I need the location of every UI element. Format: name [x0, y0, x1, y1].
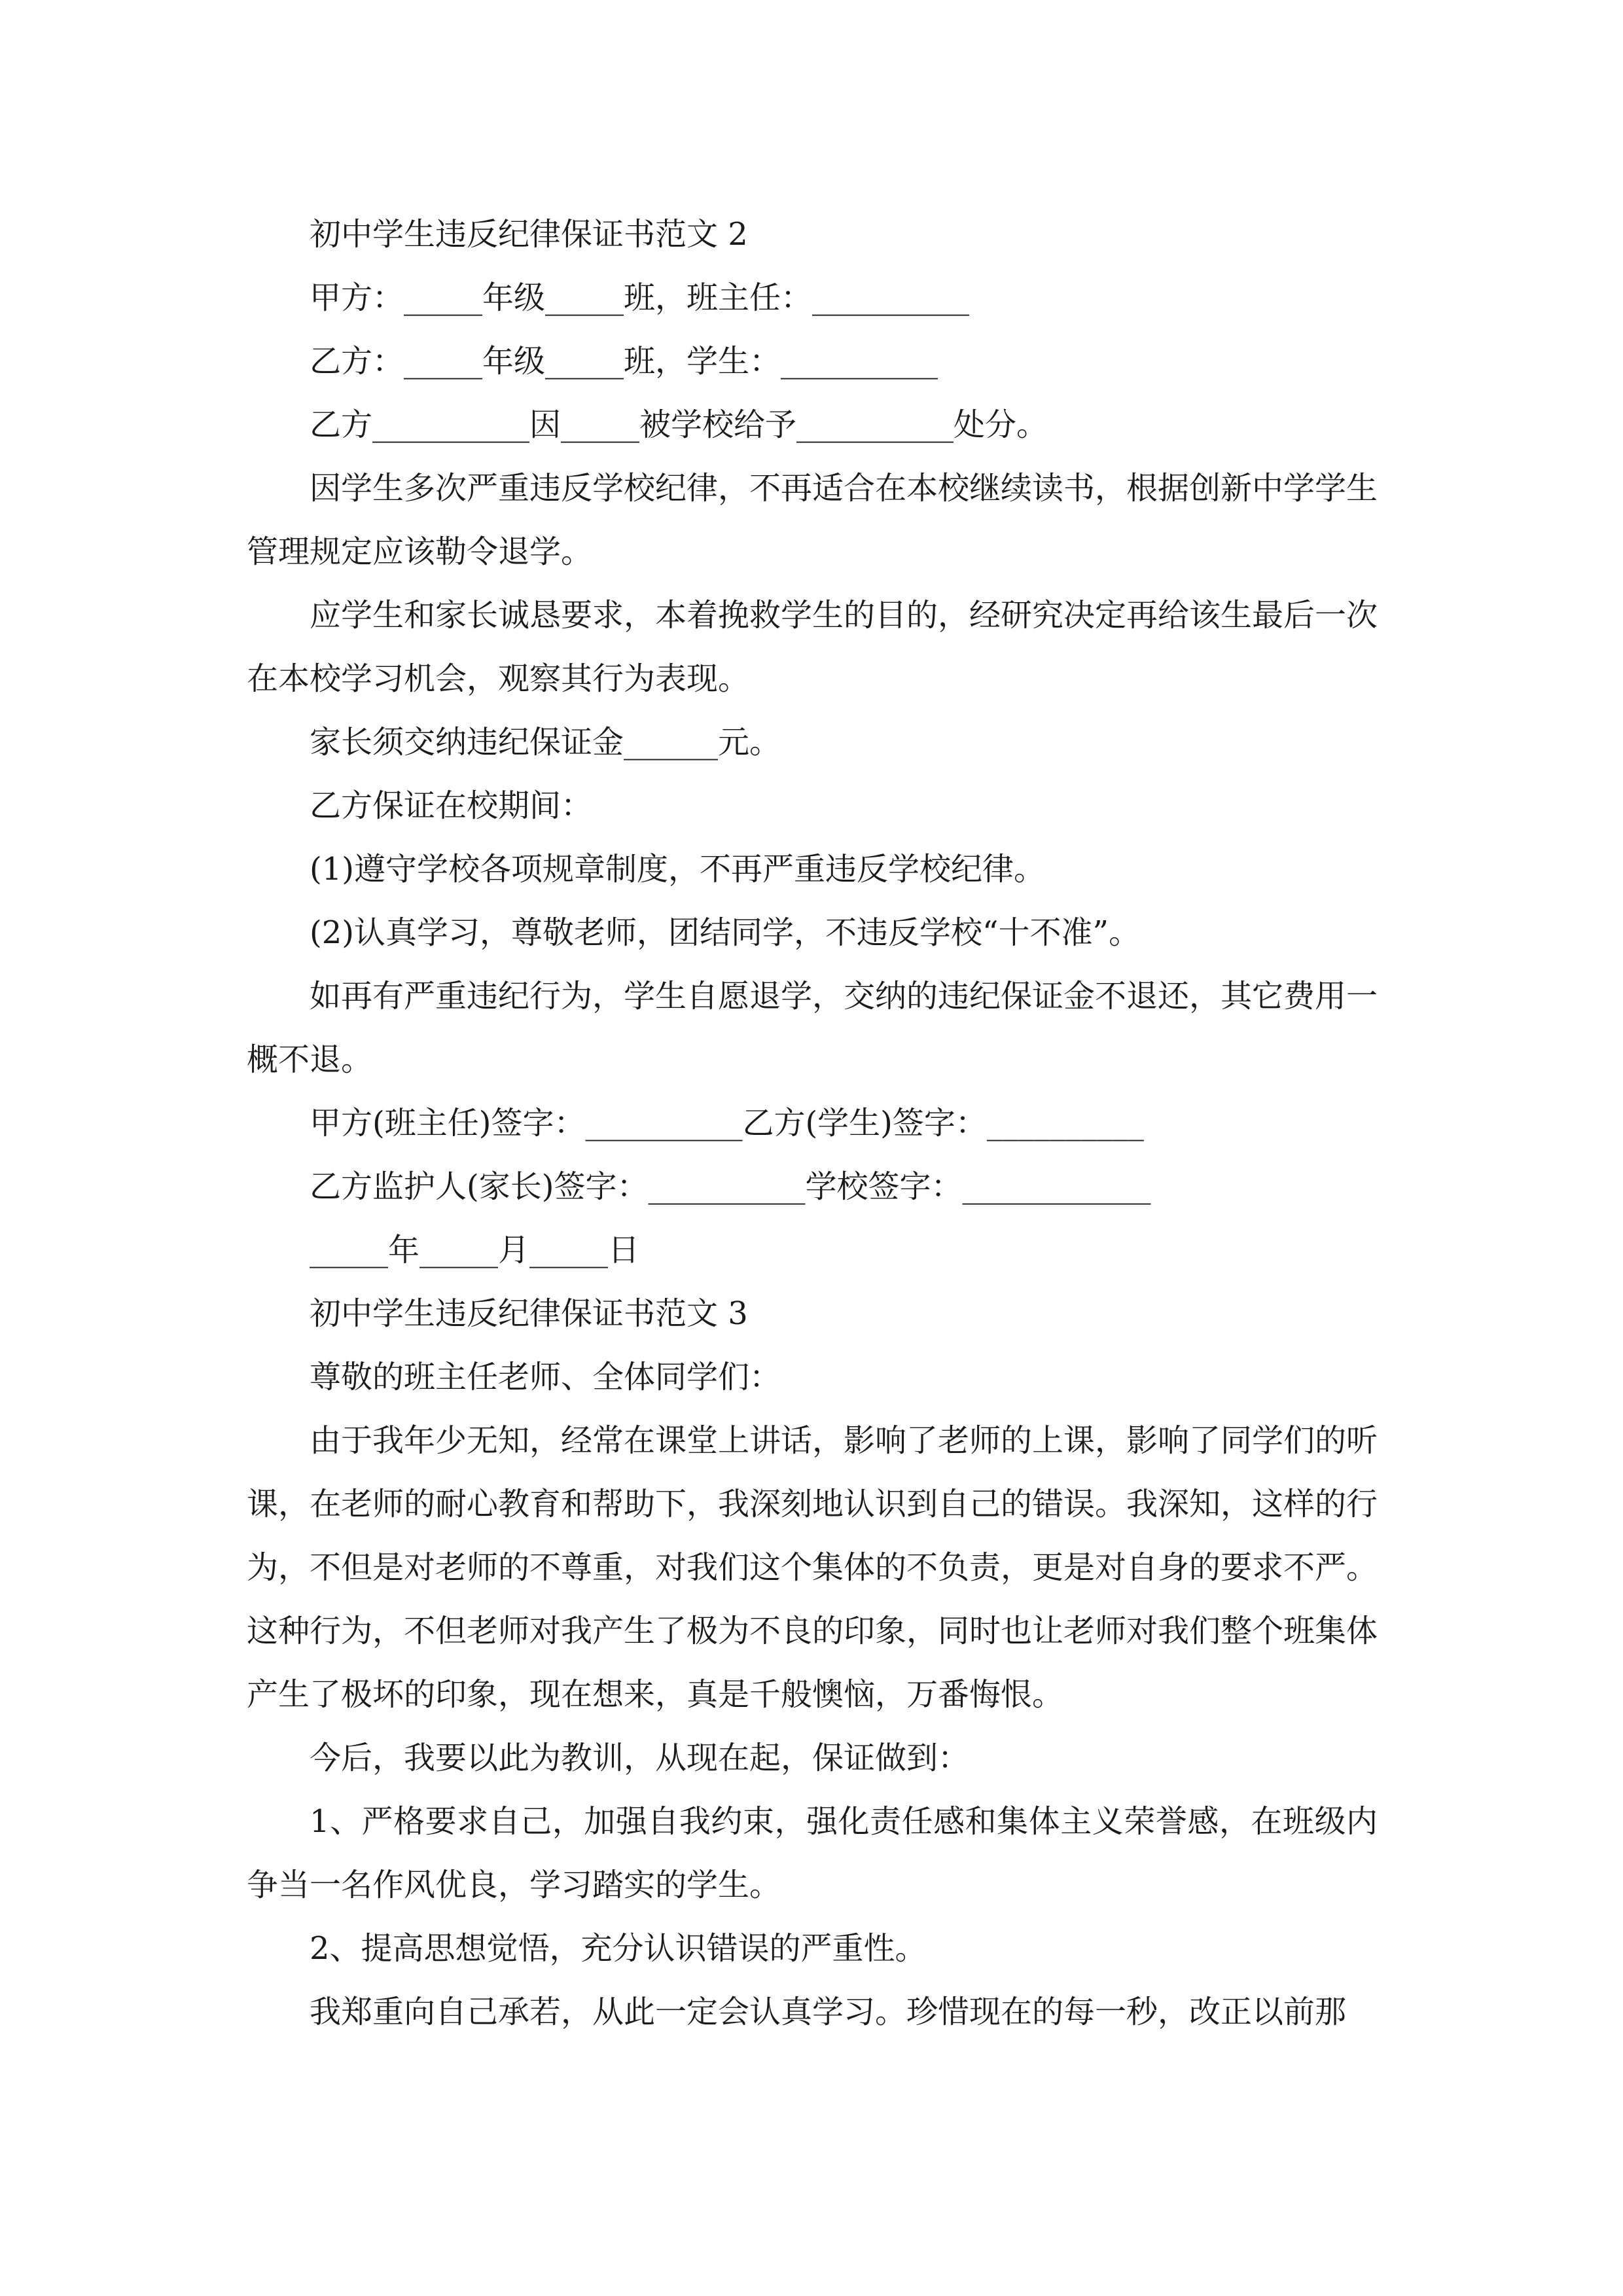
paragraph: 我郑重向自己承若，从此一定会认真学习。珍惜现在的每一秒，改正以前那 — [310, 1994, 1347, 2030]
paragraph: 如再有严重违纪行为，学生自愿退学，交纳的违纪保证金不退还，其它费用一概不退。 — [247, 978, 1378, 1078]
paragraph: 应学生和家长诚恳要求，本着挽救学生的目的，经研究决定再给该生最后一次在本校学习机会，观察其行为表现。 — [247, 597, 1378, 697]
section-title: 初中学生违反纪律保证书范文 2 — [310, 216, 748, 253]
punishment-line: 乙方__________因_____被学校给予__________处分。 — [310, 406, 1048, 443]
paragraph: 今后，我要以此为教训，从现在起，保证做到： — [310, 1740, 970, 1776]
paragraph: 乙方保证在校期间： — [310, 787, 593, 824]
list-item: (2)认真学习，尊敬老师，团结同学，不违反学校“十不准”。 — [310, 914, 1141, 951]
list-item: (1)遵守学校各项规章制度，不再严重违反学校纪律。 — [310, 851, 1045, 888]
signature-line: 甲方(班主任)签字：__________乙方(学生)签字：__________ — [310, 1105, 1144, 1141]
document-body — [247, 203, 1378, 2044]
paragraph: 由于我年少无知，经常在课堂上讲话，影响了老师的上课，影响了同学们的听课，在老师的耐心教育和帮助下，我深刻地认识到自己的错误。我深知，这样的行为，不但是对老师的不尊重，对我们这个集体的不负责，更是对自身的要求不严。这种行为，不但老师对我产生了极为不良的印象，同时也让老师对我们整个班集体产生了极坏的印象，现在想来，真是千般懊恼，万番悔恨。 — [247, 1422, 1378, 1713]
section-title: 初中学生违反纪律保证书范文 3 — [310, 1295, 748, 1332]
party-b-line: 乙方：_____年级_____班，学生：__________ — [310, 343, 938, 380]
list-item: 1、严格要求自己，加强自我约束，强化责任感和集体主义荣誉感，在班级内争当一名作风优良，学习踏实的学生。 — [247, 1803, 1378, 1903]
date-line: _____年_____月_____日 — [310, 1232, 640, 1268]
signature-line: 乙方监护人(家长)签字：__________学校签字：____________ — [310, 1168, 1151, 1205]
list-item: 2、提高思想觉悟，充分认识错误的严重性。 — [310, 1930, 927, 1967]
party-a-line: 甲方：_____年级_____班，班主任：__________ — [310, 279, 970, 316]
deposit-line: 家长须交纳违纪保证金______元。 — [310, 724, 781, 761]
paragraph: 因学生多次严重违反学校纪律，不再适合在本校继续读书，根据创新中学学生管理规定应该勒令退学。 — [247, 470, 1378, 570]
salutation: 尊敬的班主任老师、全体同学们： — [310, 1359, 781, 1395]
